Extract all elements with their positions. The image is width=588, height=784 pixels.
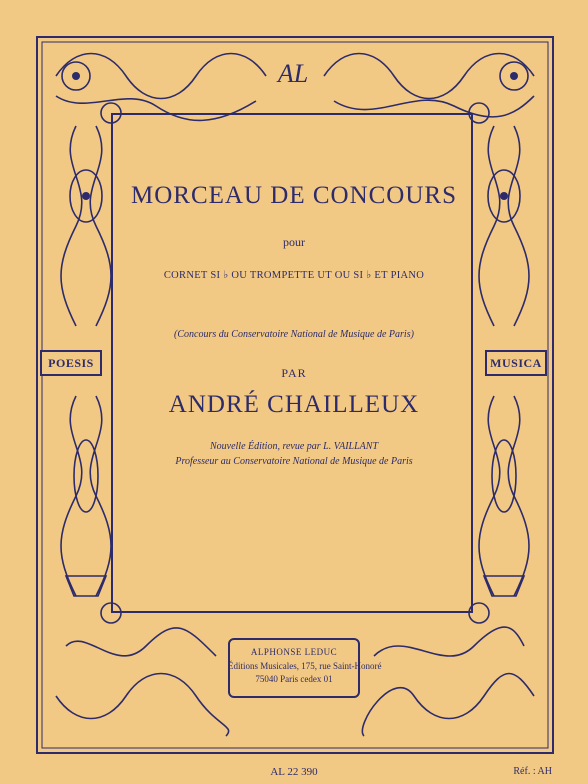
publisher-address-2: 75040 Paris cedex 01 bbox=[255, 674, 333, 684]
edition-line-1: Nouvelle Édition, revue par L. VAILLANT bbox=[209, 441, 379, 452]
catalog-number: AL 22 390 bbox=[270, 766, 318, 778]
publisher-monogram: AL bbox=[277, 59, 309, 88]
poesis-label: POESIS bbox=[40, 350, 102, 376]
instrumentation: CORNET SI ♭ OU TROMPETTE UT OU SI ♭ ET PIANO bbox=[163, 270, 425, 281]
edition-line-2: Professeur au Conservatoire National de Musique de Paris bbox=[175, 456, 413, 467]
publisher-address-1: Éditions Musicales, 175, rue Saint-Honoré bbox=[228, 661, 382, 671]
pour-label: pour bbox=[283, 235, 305, 249]
publisher-name: ALPHONSE LEDUC bbox=[250, 647, 338, 657]
work-title: MORCEAU DE CONCOURS bbox=[131, 182, 457, 209]
par-label: PAR bbox=[281, 366, 307, 380]
composer-name: ANDRÉ CHAILLEUX bbox=[168, 391, 420, 418]
musica-label: MUSICA bbox=[485, 350, 547, 376]
reference-code: Réf. : AH bbox=[513, 766, 552, 777]
concours-note: (Concours du Conservatoire National de Musique de Paris) bbox=[174, 329, 414, 340]
